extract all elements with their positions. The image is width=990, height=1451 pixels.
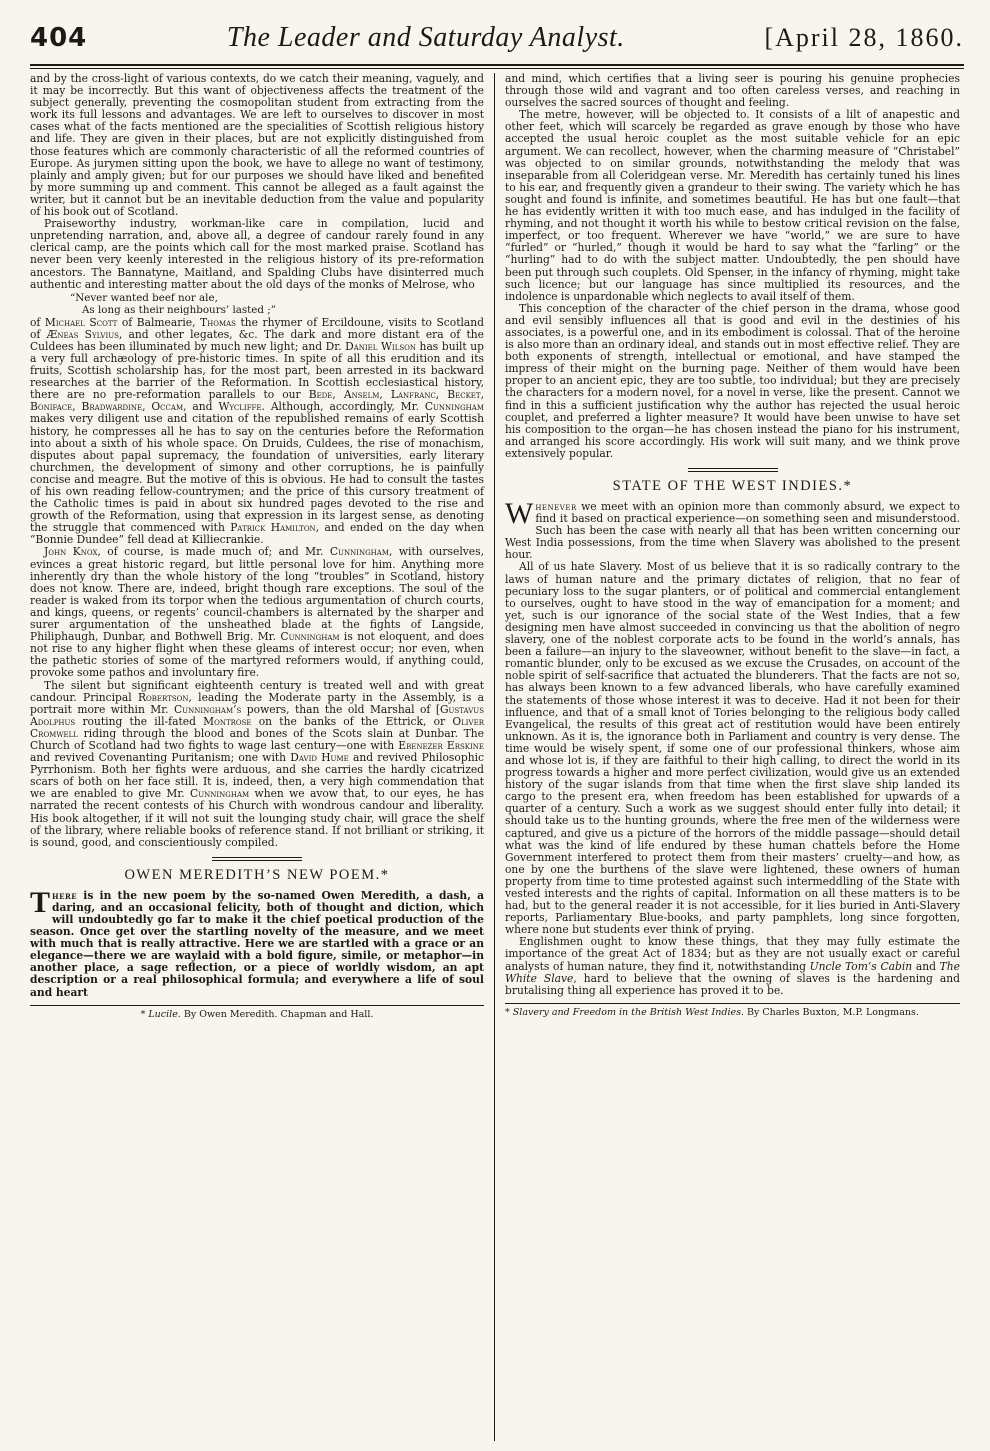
person-name: Gustavus Adolphus	[30, 702, 484, 728]
owen-meredith-heading: OWEN MEREDITH’S NEW POEM.*	[124, 866, 390, 883]
section-divider	[212, 857, 302, 861]
issue-date: [April 28, 1860.	[764, 23, 964, 52]
right-column	[495, 73, 960, 1441]
owen-footnote: * Lucile. By Owen Meredith. Chapman and Hall.	[140, 1008, 374, 1020]
article-paragraph: There is in the new poem by the so-named Owen Meredith, a dash, a daring, and an occasional felicity, both of thought and diction, which will undoubtedly go far to make it the chief poetical production of the season. Once get over the startling novelty of the measure, and we meet with much that is really attractive. Here we are startled with a grace or an elegance—there we are waylaid with a bold figure, simile, or metaphor—in another place, a sage reflection, or a piece of worldly wisdom, an apt description or a real philosophical formula; and everywhere a life of soul and heart	[30, 885, 484, 999]
person-name: Patrick Hamilton	[230, 521, 316, 535]
person-name: Cunningham	[280, 630, 340, 644]
verse-line: As long as their neighbours’ lasted ;”	[82, 303, 276, 316]
verse-line: “Never wanted beef nor ale,	[70, 291, 218, 304]
west-indies-article	[505, 497, 960, 997]
footnote-rule	[505, 1003, 960, 1004]
verse-quote	[30, 292, 484, 316]
person-name: John Knox	[44, 545, 98, 559]
west-indies-heading: STATE OF THE WEST INDIES.*	[612, 478, 853, 494]
cunningham-review	[30, 73, 484, 849]
article-paragraph: Englishmen ought to know these things, that they may fully estimate the importance of the great Act of 1834; but as they are not usually exact or careful analysts of human nature, they find it, notwithstanding Uncle Tom’s Cabin and The White Slave, hard to believe that the owning of slaves is the hardening and brutalising thing all experience has proved it to be.	[505, 935, 960, 997]
person-name: Wycliffe	[218, 400, 262, 414]
article-paragraph: All of us hate Slavery. Most of us believe that it is so radically contrary to the laws of human nature and the primary dictates of religion, that no fear of pecuniary loss to the sugar planters, or of political and commercial entanglement to ourselves, ought to have stood in the way of emancipation for a moment; and yet, such is our ignorance of the social state of the West Indies, that a few designing men have almost succeeded in convincing us that the abolition of negro slavery, one of the noblest corporate acts to be found in the world’s annals, has been a failure—an injury to the slaveowner, without benefit to the slave—in fact, a romantic blunder, only to be excused as we excuse the Crusades, on account of the noble spirit of self-sacrifice that actuated the blunderers. That the facts are not so, has always been known to a few advanced liberals, who have carefully examined the statements of those whose interest it was to deceive. Had it not been for their influence, and that of a small knot of Tories belonging to the religious body called Evangelical, the results of this great act of restitution would have been entirely unknown. As it is, the ignorance both in Parliament and country is very dense. The time would be wisely spent, if some one of our professional thinkers, whose aim and whose lot is, if they are faithful to their high calling, to direct the world in its progress towards a higher and more perfect civilization, would give us an extended history of the sugar islands from that time when the first slave ship landed its cargo to the present era, when freedom has been established for upwards of a quarter of a century. Such a work as we suggest should enter fully into detail; it should take us to the hunting grounds, where the free men of the wilderness were captured, and give us a picture of the horrors of the middle passage—should detail what was the kind of life endured by these human chattels before the Home Government interfered to protect them from their masters’ cruelty—and how, as one by one the burthens of the slave were lightened, these owners of human property from time to time protested against such intermeddling of the State with vested interests and the rights of capital. Information on all these matters is to be had, but to the general reader it is not accessible, for it lies buried in Anti-Slavery reports, Parliamentary Blue-books, and party pamphlets, long since forgotten, where none but students ever think of prying.	[505, 560, 960, 937]
person-name: Cunningham	[329, 545, 390, 559]
person-name: Cunningham	[424, 400, 484, 414]
left-column	[30, 73, 495, 1441]
person-name: Bede, Anselm, Lanfranc, Becket, Boniface, Bradwardine, Occam,	[30, 388, 484, 414]
person-name: Montrose	[203, 714, 252, 728]
person-name: Thomas	[199, 315, 236, 329]
masthead	[30, 22, 964, 64]
masthead-rule	[30, 64, 964, 69]
section-divider	[688, 468, 778, 472]
article-paragraph: Praiseworthy industry, workman-like care in compilation, lucid and unpretending narration, and, above all, a degree of candour rarely found in any clerical camp, are the points which call for the most marked praise. Scotland has never been very keenly interested in the religious history of its pre-reformation ancestors. The Bannatyne, Maitland, and Spalding Clubs have disinterred much authentic and interesting matter about the old days of the monks of Melrose, who	[30, 217, 484, 291]
person-name: Cunningham’s	[174, 702, 242, 716]
book-title: Uncle Tom’s Cabin	[809, 959, 913, 973]
book-title: The White Slave	[505, 959, 960, 985]
article-paragraph: The metre, however, will be objected to. It consists of a lilt of anapestic and other feet, which will scarcely be regarded as grave enough by those who have accepted the usual heroic couplet as the most suitable vehicle for an epic argument. We can recollect, however, when the charming measure of “Christabel” was objected to on similar grounds, notwithstanding the melody that was inseparable from all Coleridgean verse. Mr. Meredith has certainly tuned his lines to his ear, and frequently given a grandeur to their swing. The variety which he has sought and found is infinite, and sometimes beautiful. He has but one fault—that he has evidently written it with too much ease, and has indulged in the facility of rhyming, and not thought it worth his while to bestow critical revision on the false, imperfect, or too frequent. Wherever we have “world,” we are sure to have “furled” or “hurled,” though it would be hard to say what the “farling” or the “hurling” had to do with the subject matter. Undoubtedly, the pen should have been put through such couplets. Old Spenser, in the infancy of rhyming, might take such licence; but our language has since multiplied its resources, and the indolence is unpardonable which neglects to avail itself of them.	[505, 108, 960, 303]
footnote-rule	[30, 1005, 484, 1006]
person-name: Robertson	[137, 690, 189, 704]
person-name: Æneas Sylvius	[46, 327, 119, 341]
west-indies-footnote: * Slavery and Freedom in the British West Indies. By Charles Buxton, M.P. Longmans.	[505, 1006, 919, 1018]
article-paragraph: and mind, which certifies that a living seer is pouring his genuine prophecies through those wild and vagrant and too often careless verses, and reaching in ourselves the sacred sources of thought and feeling.	[505, 73, 960, 110]
article-paragraph: Whenever we meet with an opinion more than commonly absurd, we expect to find it based on practical experience—on something seen and misunderstood. Such has been the case with nearly all that has been written concerning our West India possessions, from the time when Slavery was abolished to the present hour.	[505, 497, 960, 562]
drop-cap: T	[30, 885, 51, 919]
page-number: 404	[30, 23, 88, 53]
columns	[30, 73, 964, 1441]
owen-meredith-review	[30, 885, 484, 999]
article-paragraph: The silent but significant eighteenth century is treated well and with great candour. Principal Robertson, leading the Moderate party in the Assembly, is a portrait more within Mr. Cunningham’s powers, than the old Marshal of [Gustavus Adolphus routing the ill-fated Montrose on the banks of the Ettrick, or Oliver Cromwell riding through the blood and bones of the Scots slain at Dunbar. The Church of Scotland had two fights to wage last century—one with Ebenezer Erskine and revived Covenanting Puritanism; one with David Hume and revived Philosophic Pyrrhonism. Both her fights were arduous, and she carries the hardly cicatrized scars of both on her face still. It is, indeed, then, a very high commendation that we are enabled to give Mr. Cunningham when we avow that, to our eyes, he has narrated the recent contests of his Church with wondrous candour and liberality. His book altogether, if it will not suit the lounging study chair, will grace the shelf of the library, where reliable books of reference stand. If not brilliant or striking, it is sound, good, and conscientiously compiled.	[30, 678, 485, 849]
drop-cap: W	[505, 497, 534, 530]
article-paragraph: and by the cross-light of various contexts, do we catch their meaning, vaguely, and it may be incorrectly. But this want of objectiveness affects the treatment of the subject generally, preventing the cosmopolitan student from extracting from the work its full lessons and advantages. We are left to ourselves to discover in most cases what of the facts mentioned are the specialities of Scottish religious history and life. They are given in their places, but are not explicitly distinguished from those features which are commonly characteristic of all the reformed countries of Europe. As jurymen sitting upon the book, we have to allege no want of testimony, plainly and amply given; but for our purposes we should have liked and benefited by more summing up and comment. This cannot be alleged as a fault against the writer, but it cannot but be an inevitable deduction from the value and popularity of his book out of Scotland.	[30, 73, 484, 219]
journal-title: The Leader and Saturday Analyst.	[226, 22, 625, 53]
person-name: David Hume	[290, 751, 349, 765]
person-name: Oliver Cromwell	[30, 714, 484, 740]
person-name: Cunningham	[190, 787, 250, 801]
article-paragraph: John Knox, of course, is made much of; and Mr. Cunningham, with ourselves, evinces a great historic regard, but little personal love for him. Anything more inherently dry than the whole history of the long “troubles” in Scotland, history does not know. There are, indeed, bright though rare exceptions. The soul of the reader is waked from its torpor when the tedious argumentation of church courts, and kings, queens, or regents’ council-chambers is alternated by the sharper and surer argumentation of the unsheathed blade at the fights of Langside, Philiphaugh, Dunbar, and Bothwell Brig. Mr. Cunningham is not eloquent, and does not rise to any higher flight when these gleams of interest occur; nor even, when the pathetic stories of some of the martyred reformers would, if anything could, provoke some pathos and involuntary fire.	[30, 545, 484, 680]
person-name: Michael Scott	[44, 315, 118, 329]
person-name: Ebenezer Erskine	[398, 738, 485, 752]
article-paragraph: This conception of the character of the chief person in the drama, whose good and evil sensibly influences all that is good and evil in the destinies of his associates, is a powerful one, and in its embodiment is colossal. That of the heroine is also more than an ordinary ideal, and stands out in most effective relief. They are both exponents of strength, intellectual or emotional, and have stamped the impress of their might on the burning page. Neither of them would have been proper to an ancient epic, they are too subtle, too individual; but they are precisely the characters for a modern novel, for a novel in verse, like the present. Cannot we find in this a sufficient justification why the author has rejected the usual heroic couplet, and preferred a lighter measure? It would have been unwise to have set his composition to the organ—he has chosen instead the piano for his instrument, and arranged his score accordingly. His work will suit many, and we think prove extensively popular.	[505, 301, 960, 460]
article-paragraph: of Michael Scott of Balmearie, Thomas the rhymer of Ercildoune, visits to Scotland of Æneas Sylvius, and other legates, &c. The dark and more distant era of the Culdees has been illuminated by much new light; and Dr. Daniel Wilson has built up a very full archæology of pre-historic times. In spite of all this erudition and its fruits, Scottish scholarship has, for the most part, been arrested in its backward researches at the barrier of the Reformation. In Scottish ecclesiastical history, there are no pre-reformation parallels to our Bede, Anselm, Lanfranc, Becket, Boniface, Bradwardine, Occam, and Wycliffe. Although, accordingly, Mr. Cunningham makes very diligent use and citation of the republished remains of early Scottish history, he compresses all he has to say on the centuries before the Reformation into about a sixth of his whole space. On Druids, Culdees, the rise of monachism, disputes about papal supremacy, the foundation of universities, early literary churchmen, the development of simony and other corruptions, he is painfully concise and meagre. But the motive of this is obvious. He had to consult the tastes of his own reading fellow-countrymen; and the price of this cursory treatment of the Catholic times is paid in about six hundred pages devoted to the rise and growth of the Reformation, using that expression in its largest sense, as denoting the struggle that commenced with Patrick Hamilton, and ended on the day when “Bonnie Dundee” fell dead at Killiecrankie.	[30, 315, 485, 547]
person-name: Daniel Wilson	[345, 339, 416, 353]
